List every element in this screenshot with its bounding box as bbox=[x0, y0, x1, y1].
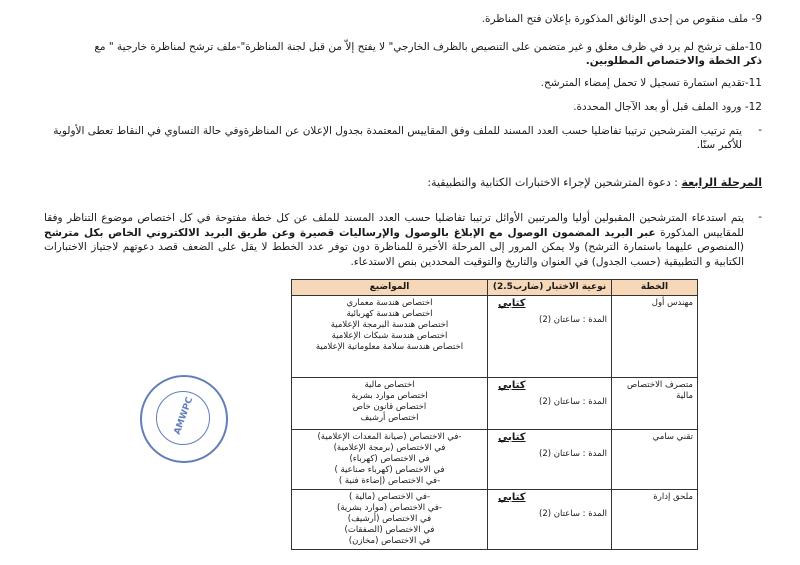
exam-duration: المدة : ساعتان (2) bbox=[539, 449, 607, 459]
para-part1: يتم استدعاء المترشحين المقبولين أوليا والمرتبين الأوائل ترتيبا تفاضليا حسب العدد المسند للملف عن كل خطة مفتوحة في كل اختصاص موضوع التناظر وفقا للمقاييس المذكورة bbox=[44, 212, 744, 239]
item-12: 12- ورود الملف قبل أو بعد الآجال المحددة. bbox=[573, 101, 762, 113]
row-plan: مهندس أول bbox=[612, 296, 698, 378]
table-row bbox=[292, 490, 698, 550]
topic: اختصاص هندسة البرمجة الإعلامية bbox=[330, 320, 449, 330]
topic: في الاختصاص (كهرباء صناعية ) bbox=[334, 465, 445, 475]
bullet-dash-2: - bbox=[758, 211, 762, 223]
stage-subtitle: : دعوة المترشحين لإجراء الاختبارات الكتابية والتطبيقية: bbox=[427, 176, 678, 189]
row-plan: تقني سامي bbox=[612, 430, 698, 490]
stage-heading bbox=[427, 176, 762, 189]
ranking-note-cont: للأكبر سنّا. bbox=[696, 139, 742, 151]
exam-table bbox=[291, 279, 698, 550]
topic: -في الاختصاص (صيانة المعدات الإعلامية) bbox=[317, 432, 462, 442]
exam-type: كتابي bbox=[498, 432, 526, 443]
row-plan: ملحق إدارة bbox=[612, 490, 698, 550]
topic: اختصاص هندسة سلامة معلوماتية الإعلامية bbox=[315, 342, 464, 352]
header-type: نوعية الاختبار (ضارب2.5) bbox=[488, 280, 612, 296]
row-topics bbox=[292, 296, 488, 378]
stamp-text: AMWPC bbox=[172, 395, 196, 437]
row-type bbox=[488, 430, 612, 490]
row-type bbox=[488, 296, 612, 378]
row-topics bbox=[292, 378, 488, 430]
row-topics bbox=[292, 430, 488, 490]
row-plan: متصرف الاختصاص مالية bbox=[612, 378, 698, 430]
table-row bbox=[292, 378, 698, 430]
row-type bbox=[488, 378, 612, 430]
topic: -في الاختصاص (موارد بشرية) bbox=[337, 503, 442, 513]
topic: اختصاص أرشيف bbox=[360, 413, 419, 423]
table-row bbox=[292, 296, 698, 378]
header-plan: الخطة bbox=[612, 280, 698, 296]
table-header-row bbox=[292, 280, 698, 296]
item-11: 11-تقديم استمارة تسجيل لا تحمل إمضاء المترشح. bbox=[540, 77, 762, 89]
topic: في الاختصاص (الصفقات) bbox=[344, 525, 435, 535]
topic: في الاختصاص (برمجة الإعلامية) bbox=[333, 443, 446, 453]
stage-title: المرحلة الرابعة bbox=[681, 176, 762, 189]
item-10-continuation bbox=[586, 54, 762, 68]
topic: اختصاص هندسة معماري bbox=[346, 298, 433, 308]
exam-duration: المدة : ساعتان (2) bbox=[539, 315, 607, 325]
topic: -في الاختصاص (إضاءة فنية ) bbox=[338, 476, 441, 486]
topic: اختصاص قانون خاص bbox=[352, 402, 427, 412]
topic: -في الاختصاص (مالية ) bbox=[348, 492, 431, 502]
topic: اختصاص هندسة كهربائية bbox=[346, 309, 433, 319]
bullet-dash: - bbox=[758, 124, 762, 136]
item-9: 9- ملف منقوص من إحدى الوثائق المذكورة بإعلان فتح المناظرة. bbox=[481, 13, 762, 25]
invitation-paragraph bbox=[44, 211, 744, 269]
row-type bbox=[488, 490, 612, 550]
para-bold: عبر البريد المضمون الوصول مع الإبلاغ بالوصول والإرساليات قصيرة وعن طريق البريد الالكتروني الخاص بكل مترشح bbox=[44, 226, 656, 239]
header-topics: المواضيع bbox=[292, 280, 488, 296]
topic: في الاختصاص (أرشيف) bbox=[347, 514, 432, 524]
table-row bbox=[292, 430, 698, 490]
exam-duration: المدة : ساعتان (2) bbox=[539, 397, 607, 407]
topic: في الاختصاص (مخازن) bbox=[348, 536, 431, 546]
row-topics bbox=[292, 490, 488, 550]
topic: اختصاص مالية bbox=[364, 380, 415, 390]
exam-duration: المدة : ساعتان (2) bbox=[539, 509, 607, 519]
para-part2: (المنصوص عليهما باستمارة الترشح) ولا يمكن المرور إلى المرحلة الأخيرة للمناظرة دون توفر عدد الخطط لا يقل على الضعف قصد دعوتهم لاجتياز الاختبارات الكتابية و التطبيقية (حسب الجدول) في العنوان والتاريخ والتوقيت المحددين بنص الاستدعاء. bbox=[44, 241, 744, 268]
topic: اختصاص موارد بشرية bbox=[351, 391, 428, 401]
item-10-tail: ذكر الخطة والاختصاص المطلوبين. bbox=[585, 55, 762, 67]
exam-type: كتابي bbox=[498, 380, 526, 391]
topic: اختصاص هندسة شبكات الإعلامية bbox=[331, 331, 448, 341]
official-stamp bbox=[140, 375, 228, 463]
ranking-note: يتم ترتيب المترشحين ترتيبا تفاضليا حسب العدد المسند للملف وفق المقاييس المعتمدة بجدول الإعلان عن المناظرةوفي حالة التساوي في النقاط تعطى الأولوية bbox=[53, 125, 742, 137]
topic: في الاختصاص (كهرباء) bbox=[349, 454, 430, 464]
item-10: 10-ملف ترشح لم يرد في ظرف مغلق و غير متضمن على التنصيص بالظرف الخارجي" لا يفتح إلاّ من قبل لجنة المناظرة"-ملف ترشح لمناظرة خارجية " مع bbox=[94, 41, 762, 53]
exam-type: كتابي bbox=[498, 492, 526, 503]
exam-type: كتابي bbox=[498, 298, 526, 309]
